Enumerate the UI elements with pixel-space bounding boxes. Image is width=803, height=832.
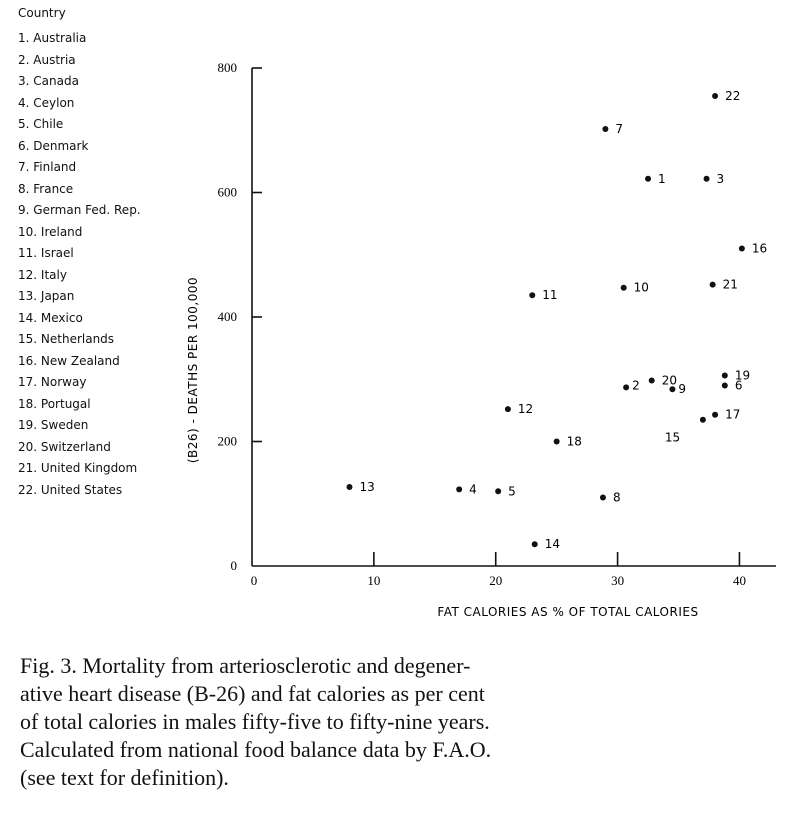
x-tick-label: 40 — [732, 573, 746, 588]
y-tick-label: 0 — [230, 558, 237, 573]
data-point-18 — [554, 439, 560, 445]
legend-item: 13. Japan — [18, 289, 75, 303]
legend-item: 14. Mexico — [18, 310, 83, 325]
data-point-label: 9 — [678, 382, 687, 397]
data-point-1 — [645, 176, 651, 182]
caption-line: of total calories in males fifty-five to fifty-nine years. — [20, 709, 490, 734]
x-tick-label: 0 — [250, 573, 258, 588]
legend-item: 21. United Kingdom — [18, 461, 138, 475]
data-point-8 — [600, 495, 606, 501]
legend-item: 2. Austria — [18, 52, 76, 67]
legend-item: 18. Portugal — [18, 396, 91, 411]
caption-line: ative heart disease (B-26) and fat calories as per cent — [20, 681, 485, 706]
data-point-label: 16 — [751, 241, 768, 256]
y-tick-label: 600 — [217, 184, 237, 200]
data-point-label: 7 — [615, 122, 624, 137]
data-point-15 — [700, 417, 706, 423]
data-point-6 — [722, 382, 728, 388]
data-point-22 — [712, 93, 718, 99]
data-point-label: 1 — [658, 171, 666, 186]
data-point-20 — [649, 377, 655, 383]
data-point-2 — [623, 384, 629, 390]
y-tick-label: 400 — [217, 309, 237, 324]
data-point-21 — [710, 282, 716, 288]
x-tick-label: 10 — [367, 573, 381, 588]
data-point-label: 19 — [734, 368, 751, 383]
data-point-label: 4 — [469, 482, 477, 497]
legend-item: 22. United States — [18, 482, 123, 497]
data-point-17 — [712, 412, 718, 418]
figure-caption — [20, 652, 785, 792]
data-point-label: 12 — [517, 402, 534, 417]
data-point-11 — [529, 292, 535, 298]
x-tick-label: 20 — [489, 573, 503, 588]
legend-item: 16. New Zealand — [18, 353, 120, 368]
legend-item: 15. Netherlands — [18, 332, 115, 346]
legend-item: 11. Israel — [18, 246, 74, 260]
data-point-label: 3 — [716, 171, 725, 186]
x-tick-label: 30 — [611, 573, 625, 588]
legend-item: 5. Chile — [18, 117, 64, 131]
data-point-label: 10 — [633, 280, 649, 295]
legend-item: 10. Ireland — [18, 224, 83, 239]
y-axis-label: (B26) - DEATHS PER 100,000 — [186, 276, 200, 464]
data-point-label: 20 — [661, 373, 677, 388]
legend-item: 17. Norway — [18, 375, 87, 389]
data-point-5 — [495, 488, 501, 494]
caption-line: Calculated from national food balance data by F.A.O. — [20, 737, 492, 762]
data-point-13 — [346, 484, 352, 490]
data-point-label: 11 — [542, 288, 558, 303]
data-point-label: 2 — [632, 378, 640, 393]
legend-item: 6. Denmark — [18, 138, 89, 153]
data-point-label: 6 — [734, 378, 743, 393]
data-point-7 — [602, 126, 608, 132]
legend-title: Country — [18, 6, 66, 20]
data-point-14 — [532, 541, 538, 547]
legend-item: 8. France — [18, 181, 74, 196]
legend-item: 3. Canada — [18, 74, 79, 88]
legend-item: 7. Finland — [18, 160, 77, 174]
legend-item: 12. Italy — [18, 267, 67, 282]
data-point-10 — [621, 285, 627, 291]
legend-item: 9. German Fed. Rep. — [18, 203, 141, 217]
data-point-3 — [704, 176, 710, 182]
data-point-label: 18 — [566, 434, 582, 449]
data-point-label: 13 — [359, 479, 375, 494]
legend-item: 1. Australia — [18, 31, 87, 45]
legend-item: 19. Sweden — [18, 418, 89, 432]
x-axis-label: FAT CALORIES AS % OF TOTAL CALORIES — [437, 605, 699, 619]
data-point-label: 17 — [725, 407, 741, 422]
caption-line: Fig. 3. Mortality from arteriosclerotic and degener- — [20, 653, 471, 678]
data-point-label: 5 — [508, 484, 516, 499]
legend-item: 20. Switzerland — [18, 439, 111, 454]
caption-line: (see text for definition). — [20, 765, 229, 790]
data-point-label: 21 — [722, 277, 738, 292]
y-tick-label: 800 — [217, 60, 237, 75]
y-tick-label: 200 — [217, 433, 237, 449]
data-point-label: 15 — [664, 430, 681, 445]
data-point-19 — [722, 373, 728, 379]
data-point-label: 14 — [544, 537, 560, 552]
legend-item: 4. Ceylon — [18, 95, 75, 110]
data-point-4 — [456, 486, 462, 492]
data-point-12 — [505, 406, 511, 412]
data-point-label: 22 — [725, 89, 741, 104]
data-point-label: 8 — [612, 490, 621, 505]
data-point-16 — [739, 246, 745, 252]
